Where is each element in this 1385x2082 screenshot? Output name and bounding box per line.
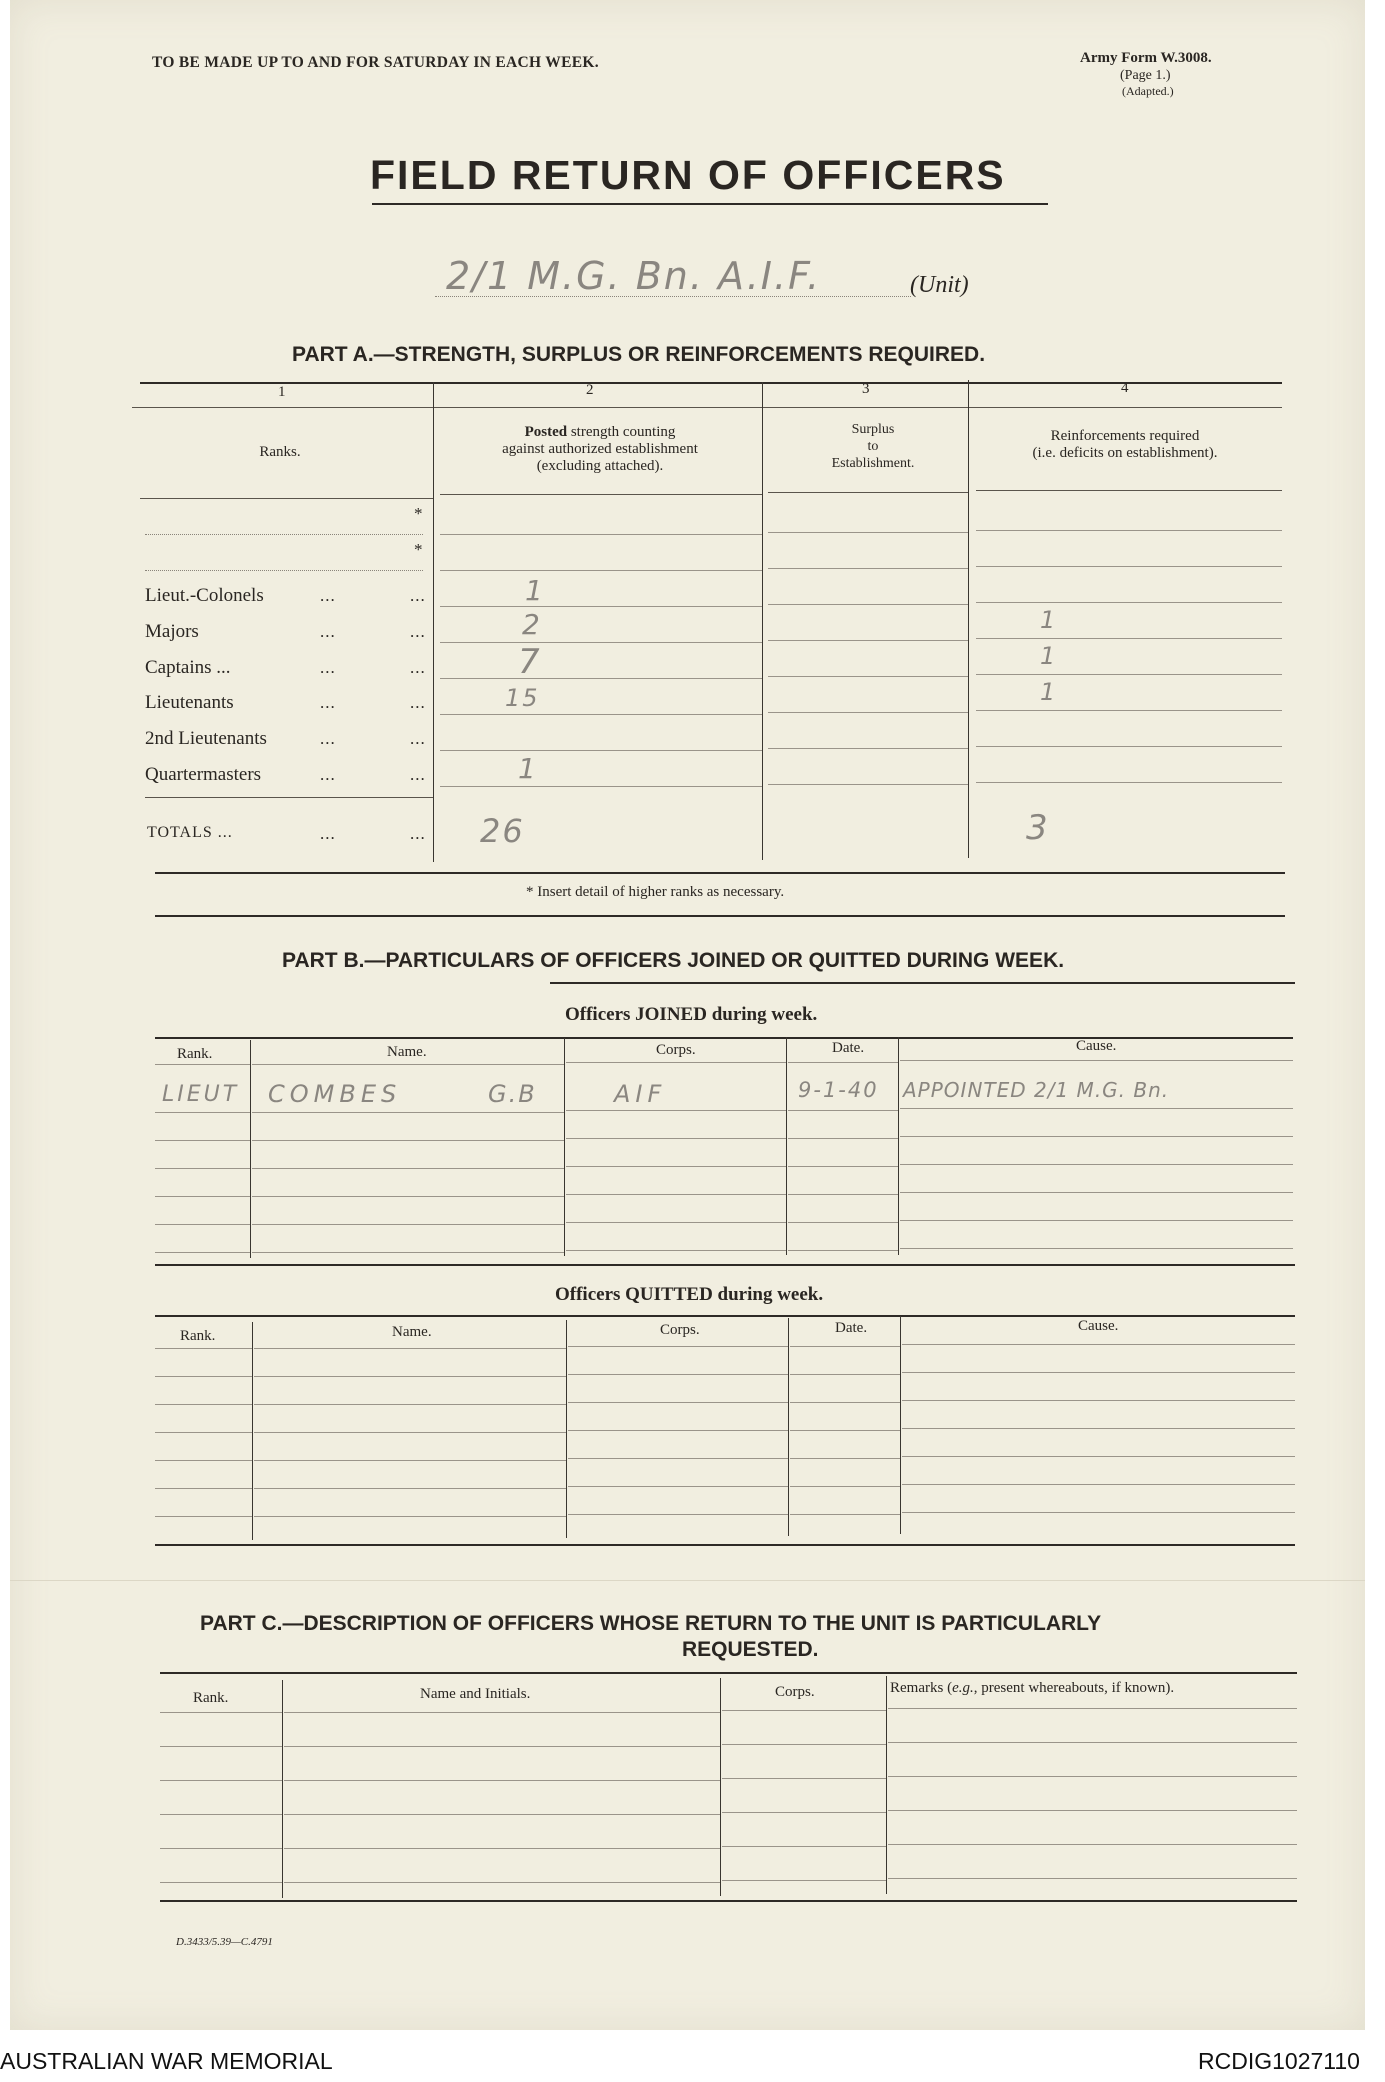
title-underline (372, 203, 1048, 205)
part-c-heading-2: REQUESTED. (682, 1638, 819, 1661)
col-header-posted-line2: against authorized establishment (502, 441, 698, 457)
totals-label: TOTALS ... (147, 824, 233, 841)
totals-dots-1: ... (320, 824, 336, 843)
quitted-top-rule (155, 1315, 1295, 1317)
reinf-row-line (976, 674, 1282, 675)
part-c-remarks-row-line (888, 1708, 1297, 1709)
part-c-corps-row-line (722, 1710, 886, 1711)
surplus-row-line (768, 712, 968, 713)
joined-col-corps: Corps. (656, 1042, 696, 1058)
quitted-cause-row-line (902, 1372, 1295, 1373)
joined-cause-row-line (900, 1060, 1293, 1061)
posted-lieutenants: 15 (505, 684, 540, 712)
col-header-posted-line3: (excluding attached). (536, 458, 664, 474)
quitted-col-corps: Corps. (660, 1322, 700, 1338)
col-number-3: 3 (862, 381, 870, 397)
part-c-name-row-line (284, 1712, 720, 1713)
leader-dots-6: ... (320, 765, 336, 784)
quitted-rank-row-line (155, 1348, 252, 1349)
col-header-posted-rest: strength counting (570, 424, 676, 440)
col-header-reinf-1: Reinforcements required (1050, 428, 1200, 444)
part-c-bottom-rule (160, 1900, 1297, 1902)
rank-2nd-lieutenants: 2nd Lieutenants (145, 728, 267, 749)
footer-right: RCDIG1027110 (1198, 2048, 1360, 2074)
quitted-col-cause: Cause. (1078, 1318, 1119, 1334)
part-c-remarks-row-line (888, 1844, 1297, 1845)
quitted-date-row-line (790, 1402, 900, 1403)
leader-dots-1: ... (320, 586, 336, 605)
leader-dots-1b: ... (410, 586, 426, 605)
surplus-header-rule (768, 492, 968, 493)
joined-corps-row-line (566, 1250, 786, 1251)
joined-rank-row-line (155, 1112, 250, 1113)
reinf-row-line (976, 602, 1282, 603)
quitted-vline-4 (900, 1316, 901, 1534)
rank-quartermasters: Quartermasters (145, 764, 262, 785)
joined-vline-1 (250, 1040, 251, 1258)
joined-bottom-rule (155, 1264, 1295, 1266)
rank-majors: Majors (145, 621, 199, 642)
joined-name-row-line (252, 1252, 564, 1253)
quitted-col-name: Name. (392, 1324, 432, 1340)
col-header-reinforcements (970, 428, 1280, 462)
asterisk-line-1 (145, 534, 423, 535)
leader-dots-3: ... (320, 658, 336, 677)
joined-rank-row-line (155, 1196, 250, 1197)
paper-fold (10, 1580, 1365, 1581)
part-a-footnote: * Insert detail of higher ranks as necessary. (526, 884, 785, 900)
part-c-corps-row-line (722, 1744, 886, 1745)
part-c-remarks-row-line (888, 1810, 1297, 1811)
col-header-surplus-1: Surplus (851, 422, 895, 437)
quitted-name-row-line (254, 1516, 566, 1517)
quitted-cause-row-line (902, 1344, 1295, 1345)
posted-row-line (440, 678, 762, 679)
totals-dots-2: ... (410, 824, 426, 843)
joined-name-row-line (252, 1168, 564, 1169)
col-number-4: 4 (1121, 380, 1129, 396)
joined-vline-2 (564, 1038, 565, 1256)
part-c-remarks-row-line (888, 1742, 1297, 1743)
quitted-title: Officers QUITTED during week. (555, 1284, 824, 1305)
rank-lieut-colonels: Lieut.-Colonels (145, 585, 264, 606)
part-c-corps-row-line (722, 1812, 886, 1813)
quitted-corps-row-line (568, 1402, 788, 1403)
joined-cause-row-line (900, 1220, 1293, 1221)
unit-handwritten: 2/1 M.G. Bn. A.I.F. (446, 254, 822, 298)
joined-top-rule (155, 1037, 1293, 1039)
posted-lieut-colonels: 1 (525, 574, 545, 607)
part-b-heading: PART B.—PARTICULARS OF OFFICERS JOINED OR QUITTED DURING WEEK. (282, 949, 1065, 972)
leader-dots-2b: ... (410, 622, 426, 641)
quitted-vline-3 (788, 1318, 789, 1536)
remarks-text-a: Remarks ( (890, 1680, 953, 1696)
joined-col-cause: Cause. (1076, 1038, 1117, 1054)
quitted-cause-row-line (902, 1484, 1295, 1485)
quitted-col-rank: Rank. (180, 1328, 216, 1344)
part-c-name-row-line (284, 1882, 720, 1883)
part-c-heading-1: PART C.—DESCRIPTION OF OFFICERS WHOSE RETURN TO THE UNIT IS PARTICULARLY (200, 1612, 1102, 1635)
joined-name-row-line (252, 1112, 564, 1113)
leader-dots-2: ... (320, 622, 336, 641)
joined-date-row-line (788, 1062, 898, 1063)
part-c-rank-row-line (160, 1848, 282, 1849)
quitted-corps-row-line (568, 1486, 788, 1487)
leader-dots-4: ... (320, 693, 336, 712)
form-number: Army Form W.3008. (1080, 50, 1212, 66)
surplus-row-line (768, 568, 968, 569)
joined-cause-row-line (900, 1192, 1293, 1193)
quitted-rank-row-line (155, 1432, 252, 1433)
joined-corps-value: AIF (614, 1080, 667, 1108)
col-number-2: 2 (586, 382, 594, 398)
joined-col-name: Name. (387, 1044, 427, 1060)
totals-reinforcements: 3 (1026, 808, 1050, 848)
part-c-name-row-line (284, 1746, 720, 1747)
unit-dotted-line (435, 296, 911, 297)
quitted-date-row-line (790, 1374, 900, 1375)
asterisk-1: * (414, 504, 423, 523)
joined-vline-3 (786, 1037, 787, 1255)
joined-date-row-line (788, 1250, 898, 1251)
part-c-corps-row-line (722, 1778, 886, 1779)
remarks-text-b: , present whereabouts, if known). (973, 1680, 1175, 1696)
totals-posted: 26 (480, 812, 525, 850)
rank-lieutenants: Lieutenants (145, 692, 234, 713)
surplus-row-line (768, 532, 968, 533)
col-number-rule (132, 407, 1282, 408)
leader-dots-5: ... (320, 729, 336, 748)
joined-vline-4 (898, 1037, 899, 1255)
joined-corps-row-line (566, 1166, 786, 1167)
reinf-row-line (976, 710, 1282, 711)
quitted-cause-row-line (902, 1456, 1295, 1457)
part-c-remarks-row-line (888, 1878, 1297, 1879)
joined-col-rank: Rank. (177, 1046, 213, 1062)
col-header-reinf-2: (i.e. deficits on establishment). (1032, 445, 1218, 461)
reinf-lieutenants: 1 (1040, 678, 1058, 706)
quitted-name-row-line (254, 1432, 566, 1433)
joined-cause-value: APPOINTED 2/1 M.G. Bn. (903, 1078, 1170, 1102)
posted-row-line (440, 534, 762, 535)
joined-name-row-line (252, 1196, 564, 1197)
quitted-cause-row-line (902, 1428, 1295, 1429)
surplus-row-line (768, 748, 968, 749)
joined-col-date: Date. (832, 1040, 865, 1056)
quitted-corps-row-line (568, 1458, 788, 1459)
surplus-row-line (768, 640, 968, 641)
part-a-vline-2 (762, 382, 763, 860)
leader-dots-6b: ... (410, 765, 426, 784)
part-c-vline-1 (282, 1680, 283, 1898)
col-header-surplus (778, 421, 968, 472)
joined-cause-row-line (900, 1136, 1293, 1137)
part-c-col-rank: Rank. (193, 1690, 229, 1706)
leader-dots-4b: ... (410, 693, 426, 712)
quitted-name-row-line (254, 1488, 566, 1489)
col-header-ranks: Ranks. (259, 444, 301, 460)
posted-header-rule (440, 494, 762, 495)
joined-name-row-line (252, 1064, 564, 1065)
quitted-vline-1 (252, 1322, 253, 1540)
form-adapted: (Adapted.) (1122, 84, 1174, 98)
posted-majors: 2 (522, 608, 542, 641)
surplus-row-line (768, 784, 968, 785)
joined-date-row-line (788, 1194, 898, 1195)
part-c-vline-3 (886, 1676, 887, 1894)
part-c-remarks-row-line (888, 1776, 1297, 1777)
joined-corps-row-line (566, 1138, 786, 1139)
quitted-bottom-rule (155, 1544, 1295, 1546)
quitted-corps-row-line (568, 1374, 788, 1375)
quitted-name-row-line (254, 1348, 566, 1349)
joined-rank-row-line (155, 1252, 250, 1253)
form-page: (Page 1.) (1120, 68, 1171, 83)
document-page (10, 0, 1365, 2030)
joined-date-row-line (788, 1138, 898, 1139)
quitted-date-row-line (790, 1514, 900, 1515)
joined-date-row-line (788, 1166, 898, 1167)
posted-row-line (440, 714, 762, 715)
part-b-heading-rule (550, 982, 1295, 984)
col-header-posted-bold: Posted (524, 424, 568, 440)
part-c-corps-row-line (722, 1880, 886, 1881)
leader-dots-5b: ... (410, 729, 426, 748)
reinf-header-rule (976, 490, 1282, 491)
quitted-cause-row-line (902, 1512, 1295, 1513)
instruction-text: TO BE MADE UP TO AND FOR SATURDAY IN EACH WEEK. (152, 54, 599, 71)
leader-dots-3b: ... (410, 658, 426, 677)
asterisk-2: * (414, 540, 423, 559)
part-a-vline-1 (433, 382, 434, 862)
quitted-corps-row-line (568, 1346, 788, 1347)
posted-row-line (440, 786, 762, 787)
quitted-name-row-line (254, 1460, 566, 1461)
part-c-top-rule (160, 1672, 1297, 1674)
part-c-name-row-line (284, 1814, 720, 1815)
reinf-majors: 1 (1040, 606, 1058, 634)
joined-date-value: 9-1-40 (798, 1078, 879, 1102)
part-c-col-name: Name and Initials. (420, 1686, 531, 1702)
posted-row-line (440, 642, 762, 643)
asterisk-line-2 (145, 570, 423, 571)
part-c-vline-2 (720, 1678, 721, 1896)
totals-rank-rule (145, 797, 433, 798)
surplus-row-line (768, 604, 968, 605)
ranks-header-rule (140, 498, 433, 499)
joined-name-row-line (252, 1224, 564, 1225)
reinf-captains: 1 (1040, 642, 1058, 670)
reinf-row-line (976, 530, 1282, 531)
part-c-rank-row-line (160, 1780, 282, 1781)
joined-corps-row-line (566, 1194, 786, 1195)
part-c-corps-row-line (722, 1846, 886, 1847)
quitted-date-row-line (790, 1346, 900, 1347)
posted-row-line (440, 606, 762, 607)
page-title: FIELD RETURN OF OFFICERS (370, 152, 1006, 198)
rank-captains: Captains ... (145, 657, 231, 678)
joined-cause-row-line (900, 1248, 1293, 1249)
unit-label: (Unit) (910, 272, 969, 298)
part-a-footnote-rule (155, 915, 1285, 917)
joined-corps-row-line (566, 1062, 786, 1063)
joined-cause-row-line (900, 1164, 1293, 1165)
part-c-rank-row-line (160, 1814, 282, 1815)
joined-initials-value: G.B (488, 1080, 537, 1108)
col-header-surplus-3: Establishment. (831, 456, 915, 471)
part-c-col-remarks (890, 1680, 1174, 1697)
quitted-corps-row-line (568, 1514, 788, 1515)
quitted-vline-2 (566, 1320, 567, 1538)
footer-left: AUSTRALIAN WAR MEMORIAL (0, 2048, 333, 2074)
joined-corps-row-line (566, 1110, 786, 1111)
surplus-row-line (768, 676, 968, 677)
quitted-rank-row-line (155, 1460, 252, 1461)
part-c-col-corps: Corps. (775, 1684, 815, 1700)
joined-date-row-line (788, 1110, 898, 1111)
part-a-vline-3 (968, 380, 969, 858)
part-a-top-rule (140, 382, 1282, 384)
part-c-name-row-line (284, 1848, 720, 1849)
joined-rank-row-line (155, 1224, 250, 1225)
part-c-rank-row-line (160, 1746, 282, 1747)
joined-name-value: COMBES (268, 1080, 402, 1108)
quitted-cause-row-line (902, 1400, 1295, 1401)
quitted-date-row-line (790, 1458, 900, 1459)
quitted-date-row-line (790, 1430, 900, 1431)
col-header-posted (435, 424, 765, 475)
posted-row-line (440, 750, 762, 751)
posted-quartermasters: 1 (518, 752, 538, 785)
col-number-1: 1 (278, 384, 286, 400)
joined-rank-row-line (155, 1140, 250, 1141)
quitted-rank-row-line (155, 1376, 252, 1377)
joined-cause-row-line (900, 1108, 1293, 1109)
quitted-rank-row-line (155, 1404, 252, 1405)
joined-name-row-line (252, 1140, 564, 1141)
col-header-surplus-2: to (867, 439, 879, 454)
reinf-row-line (976, 638, 1282, 639)
quitted-name-row-line (254, 1376, 566, 1377)
joined-rank-row-line (155, 1168, 250, 1169)
remarks-text-eg: e.g. (952, 1680, 974, 1696)
quitted-col-date: Date. (835, 1320, 868, 1336)
part-c-rank-row-line (160, 1882, 282, 1883)
joined-rank-row-line (155, 1064, 250, 1065)
part-a-bottom-rule (155, 872, 1285, 874)
quitted-corps-row-line (568, 1430, 788, 1431)
quitted-rank-row-line (155, 1516, 252, 1517)
joined-date-row-line (788, 1222, 898, 1223)
quitted-name-row-line (254, 1404, 566, 1405)
reinf-row-line (976, 566, 1282, 567)
part-a-heading: PART A.—STRENGTH, SURPLUS OR REINFORCEMENTS REQUIRED. (292, 343, 986, 366)
print-code: D.3433/5.39—C.4791 (176, 1936, 273, 1948)
quitted-date-row-line (790, 1486, 900, 1487)
joined-title: Officers JOINED during week. (565, 1004, 818, 1025)
posted-captains: 7 (518, 642, 542, 682)
part-c-rank-row-line (160, 1712, 282, 1713)
part-c-name-row-line (284, 1780, 720, 1781)
quitted-rank-row-line (155, 1488, 252, 1489)
reinf-row-line (976, 746, 1282, 747)
joined-corps-row-line (566, 1222, 786, 1223)
reinf-row-line (976, 782, 1282, 783)
posted-row-line (440, 570, 762, 571)
joined-rank-value: LIEUT (162, 1082, 240, 1107)
